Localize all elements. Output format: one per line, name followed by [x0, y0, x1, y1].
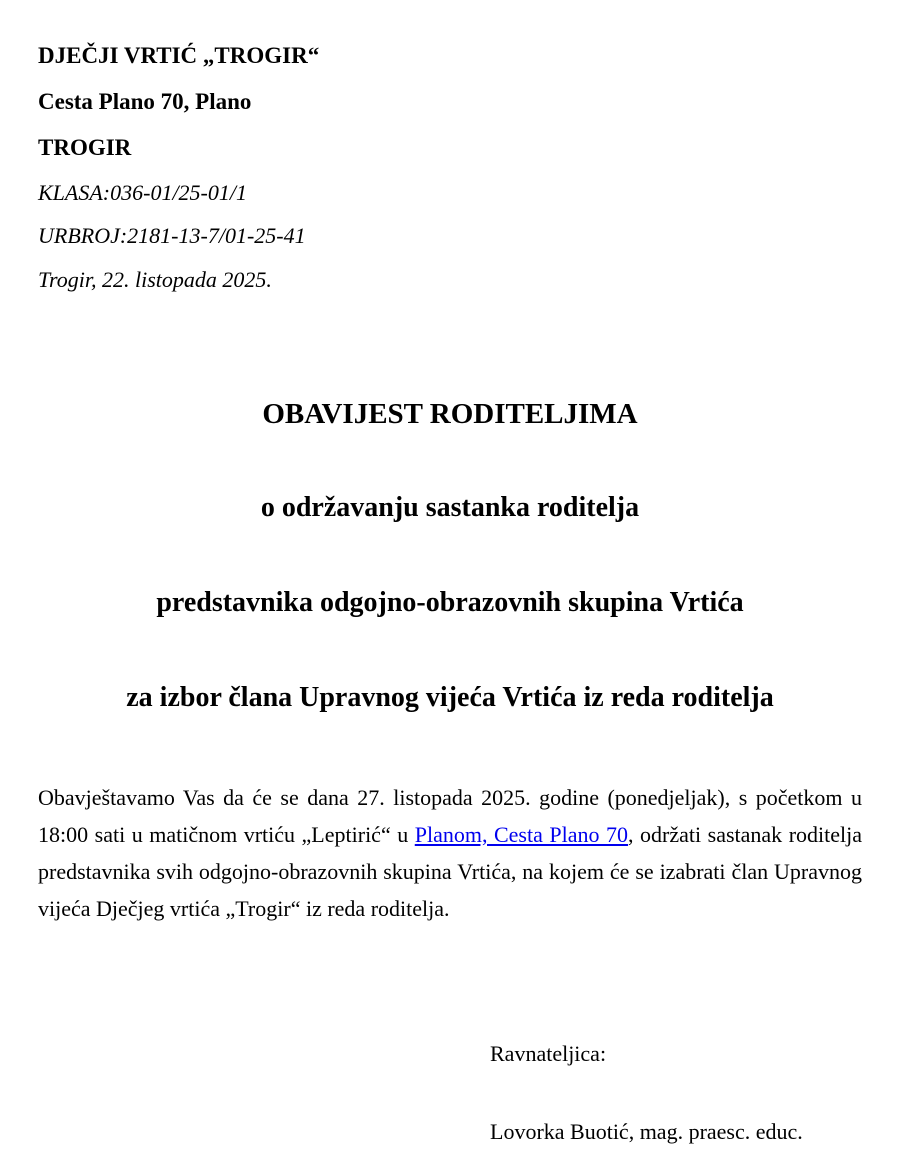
signature-role: Ravnateljica: [490, 1041, 607, 1066]
place-date-line: Trogir, 22. listopada 2025. [38, 267, 272, 292]
notice-body-paragraph [38, 779, 862, 927]
notice-title: OBAVIJEST RODITELJIMA [262, 398, 638, 430]
body-text-after-link: , održati sastanak roditelja predstavnika svih odgojno-obrazovnih skupina Vrtića, na kojem će se izabrati član Upravnog vijeća Dječjeg vrtića „Trogir“ iz reda roditelja. [38, 822, 862, 921]
body-text-before-link: Obavještavamo Vas da će se dana 27. listopada 2025. godine (ponedjeljak), s početkom u 18:00 sati u matičnom vrtiću „Leptirić“ u [38, 785, 862, 847]
klasa-line: KLASA:036-01/25-01/1 [38, 180, 247, 205]
notice-subtitle-1: o održavanju sastanka roditelja [260, 492, 640, 523]
org-name: DJEČJI VRTIĆ „TROGIR“ [38, 43, 320, 68]
location-link[interactable]: Planom, Cesta Plano 70 [414, 822, 629, 847]
org-city: TROGIR [38, 135, 132, 160]
urbroj-line: URBROJ:2181-13-7/01-25-41 [38, 223, 306, 248]
notice-subtitle-2: predstavnika odgojno-obrazovnih skupina Vrtića [156, 587, 744, 618]
signature-name: Lovorka Buotić, mag. praesc. educ. [490, 1119, 803, 1144]
org-address: Cesta Plano 70, Plano [38, 89, 252, 114]
notice-subtitle-3: za izbor člana Upravnog vijeća Vrtića iz reda roditelja [126, 682, 774, 713]
